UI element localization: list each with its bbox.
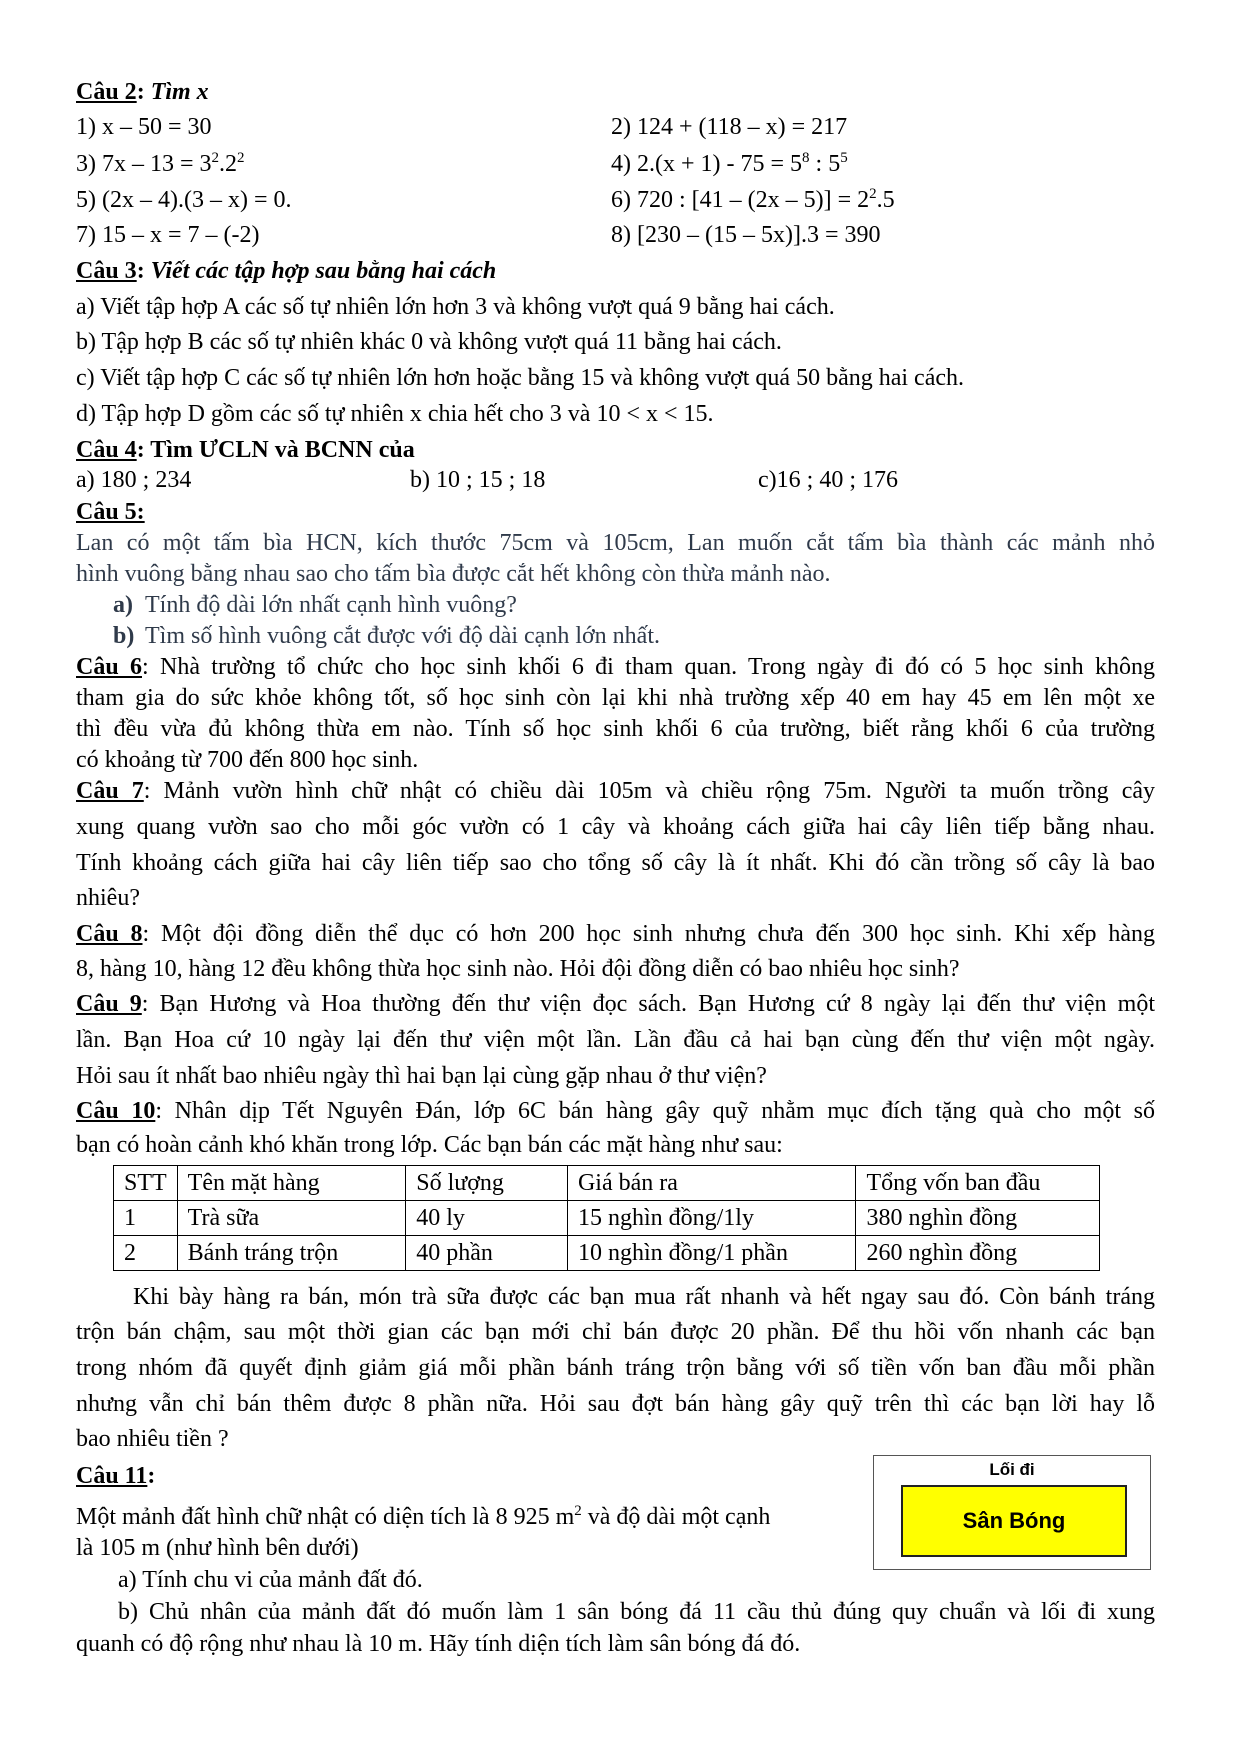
q2-problem-7: 7) 15 – x = 7 – (-2)	[76, 222, 260, 248]
table-cell: Trà sữa	[177, 1201, 406, 1236]
football-field	[901, 1485, 1127, 1557]
q2-problem-2: 2) 124 + (118 – x) = 217	[611, 114, 848, 140]
table-cell: 1	[114, 1201, 178, 1236]
q2-problem-6: 6) 720 : $[41 - (2x - 5)] = 2^2.5$	[611, 186, 895, 213]
q4-item-a: a) 180 ; 234	[76, 467, 192, 493]
q6-line-2: tham gia do sức khỏe không tốt, số học sinh còn lại khi nhà trường xếp 40 em hay 45 em lên một xe	[76, 685, 1155, 711]
q9-line-2: lần. Bạn Hoa cứ 10 ngày lại đến thư viện một lần. Lần đầu cả hai bạn cùng đến thư viện một ngày.	[76, 1027, 1155, 1053]
table-cell: 40 ly	[406, 1201, 568, 1236]
q11-item-b-line-2: quanh có độ rộng như nhau là 10 m. Hãy tính diện tích làm sân bóng đá đó.	[76, 1631, 801, 1657]
q6-label: Câu 6	[76, 654, 142, 680]
q8-line-2: 8, hàng 10, hàng 12 đều không thừa học sinh nào. Hỏi đội đồng diễn có bao nhiêu học sinh?	[76, 956, 960, 982]
table-cell: 10 nghìn đồng/1 phần	[567, 1236, 855, 1271]
q10-line-2: bạn có hoàn cảnh khó khăn trong lớp. Các bạn bán các mặt hàng như sau:	[76, 1132, 783, 1158]
table-row	[114, 1236, 1100, 1271]
table-row	[114, 1201, 1100, 1236]
q4-item-b: b) 10 ; 15 ; 18	[410, 467, 546, 493]
q11-item-a: a) Tính chu vi của mảnh đất đó.	[118, 1567, 423, 1593]
q10-after-2: trộn bán chậm, sau một thời gian các bạn mới chỉ bán được 20 phần. Để thu hồi vốn nhanh các bạn	[76, 1319, 1155, 1345]
q3-label: Câu 3	[76, 258, 137, 284]
q4-label: Câu 4	[76, 437, 137, 463]
q7-line-3: Tính khoảng cách giữa hai cây liên tiếp sao cho tổng số cây là ít nhất. Khi đó cần trồng số cây là bao	[76, 850, 1155, 876]
table-cell: 40 phần	[406, 1236, 568, 1271]
q2-problem-5: 5) (2x – 4).(3 – x) = 0.	[76, 187, 292, 213]
q5-item-b: b) Tìm số hình vuông cắt được với độ dài cạnh lớn nhất.	[113, 623, 660, 649]
q6-line-3: thì đều vừa đủ không thừa em nào. Tính số học sinh khối 6 của trường, biết rằng khối 6 của trường	[76, 716, 1155, 742]
walkway-label: Lối đi	[989, 1460, 1035, 1479]
q3-title: Viết các tập hợp sau bằng hai cách	[150, 258, 497, 284]
q10-after-4: nhưng vẫn chỉ bán thêm được 8 phần nữa. Hỏi sau đợt bán hàng gây quỹ trên thì các bạn lời hay lỗ	[76, 1391, 1155, 1417]
q5-label: Câu 5:	[76, 499, 145, 525]
q5-heading	[76, 498, 145, 526]
q11-heading: Câu 11:	[76, 1463, 156, 1489]
q2-label: Câu 2	[76, 79, 137, 105]
table-cell: 260 nghìn đồng	[856, 1236, 1100, 1271]
q3-heading: Câu 3: Viết các tập hợp sau bằng hai cách	[76, 258, 497, 284]
q3-item-a: a) Viết tập hợp A các số tự nhiên lớn hơn 3 và không vượt quá 9 bằng hai cách.	[76, 294, 835, 320]
football-field-label: Sân Bóng	[962, 1508, 1066, 1533]
table-header-cell: STT	[114, 1166, 178, 1201]
q11-label: Câu 11	[76, 1463, 148, 1489]
q7-line-2: xung quang vườn sao cho mỗi góc vườn có 1 cây và khoảng cách giữa hai cây liên tiếp bằng nhau.	[76, 814, 1155, 840]
q7-line-4: nhiêu?	[76, 885, 140, 911]
table-header-cell: Tổng vốn ban đầu	[856, 1166, 1100, 1201]
q7-line-1: Câu 7: Mảnh vườn hình chữ nhật có chiều dài 105m và chiều rộng 75m. Người ta muốn trồng cây	[76, 778, 1155, 804]
q10-line-1: Câu 10: Nhân dịp Tết Nguyên Đán, lớp 6C bán hàng gây quỹ nhằm mục đích tặng quà cho một số	[76, 1098, 1155, 1124]
q3-item-c: c) Viết tập hợp C các số tự nhiên lớn hơn hoặc bằng 15 và không vượt quá 50 bằng hai cách.	[76, 365, 965, 391]
q10-after-1: Khi bày hàng ra bán, món trà sữa được các bạn mua rất nhanh và hết ngay sau đó. Còn bánh tráng	[133, 1284, 1155, 1310]
q5-line-1: Lan có một tấm bìa HCN, kích thước 75cm và 105cm, Lan muốn cắt tấm bìa thành các mảnh nhỏ	[76, 530, 1155, 556]
table-cell: 2	[114, 1236, 178, 1271]
table-header-row	[114, 1166, 1100, 1201]
table-header-cell: Số lượng	[406, 1166, 568, 1201]
q5-item-a: a) Tính độ dài lớn nhất cạnh hình vuông?	[113, 592, 517, 618]
q3-item-b: b) Tập hợp B các số tự nhiên khác 0 và không vượt quá 11 bằng hai cách.	[76, 329, 782, 355]
q5-line-2: hình vuông bằng nhau sao cho tấm bìa được cắt hết không còn thừa mảnh nào.	[76, 561, 831, 587]
sales-table	[113, 1165, 1100, 1271]
q2-problem-8: 8) [230 – (15 – 5x)].3 = 390	[611, 222, 881, 248]
q2-heading: Câu 2: Tìm x	[76, 79, 209, 105]
table-cell: 380 nghìn đồng	[856, 1201, 1100, 1236]
q10-label: Câu 10	[76, 1098, 156, 1124]
q6-line-4: có khoảng từ 700 đến 800 học sinh.	[76, 747, 419, 773]
q11-item-b-line-1: b) Chủ nhân của mảnh đất đó muốn làm 1 sân bóng đá 11 cầu thủ đúng quy chuẩn và lối đi xung	[118, 1599, 1155, 1625]
table-cell: 15 nghìn đồng/1ly	[567, 1201, 855, 1236]
q3-item-d: d) Tập hợp D gồm các số tự nhiên x chia hết cho 3 và 10 < x < 15.	[76, 401, 714, 427]
field-diagram	[873, 1455, 1151, 1570]
q2-problem-1: 1) x – 50 = 30	[76, 114, 212, 140]
q11-line-2: là 105 m (như hình bên dưới)	[76, 1535, 359, 1561]
q8-label: Câu 8	[76, 921, 143, 947]
q4-item-c: c)16 ; 40 ; 176	[758, 467, 898, 493]
q9-line-1: Câu 9: Bạn Hương và Hoa thường đến thư viện đọc sách. Bạn Hương cứ 8 ngày lại đến thư viện một	[76, 991, 1155, 1017]
q10-after-3: trong nhóm đã quyết định giảm giá mỗi phần bánh tráng trộn bằng với số tiền vốn ban đầu mỗi phần	[76, 1355, 1155, 1381]
q4-title: Tìm ƯCLN và BCNN của	[150, 437, 415, 463]
table-cell: Bánh tráng trộn	[177, 1236, 406, 1271]
q11-line-1: Một mảnh đất hình chữ nhật có diện tích là 8 925 $m^2$ và độ dài một cạnh	[76, 1503, 771, 1530]
q7-label: Câu 7	[76, 778, 144, 804]
q9-label: Câu 9	[76, 991, 142, 1017]
q8-line-1: Câu 8: Một đội đồng diễn thể dục có hơn 200 học sinh nhưng chưa đến 300 học sinh. Khi xếp hàng	[76, 921, 1155, 947]
q2-problem-3: 3) $7x - 13 = 3^2.2^2$	[76, 150, 245, 177]
q4-heading: Câu 4: Tìm ƯCLN và BCNN của	[76, 437, 415, 463]
table-header-cell: Tên mặt hàng	[177, 1166, 406, 1201]
q2-problem-4: 4) $2.(x + 1) - 75 = 5^8$ : $5^5$	[611, 150, 848, 177]
q10-after-5: bao nhiêu tiền ?	[76, 1426, 229, 1452]
q2-title: Tìm x	[150, 79, 209, 105]
q6-line-1: Câu 6: Nhà trường tổ chức cho học sinh khối 6 đi tham quan. Trong ngày đi đó có 5 học sinh không	[76, 654, 1155, 680]
table-header-cell: Giá bán ra	[567, 1166, 855, 1201]
q9-line-3: Hỏi sau ít nhất bao nhiêu ngày thì hai bạn lại cùng gặp nhau ở thư viện?	[76, 1063, 767, 1089]
